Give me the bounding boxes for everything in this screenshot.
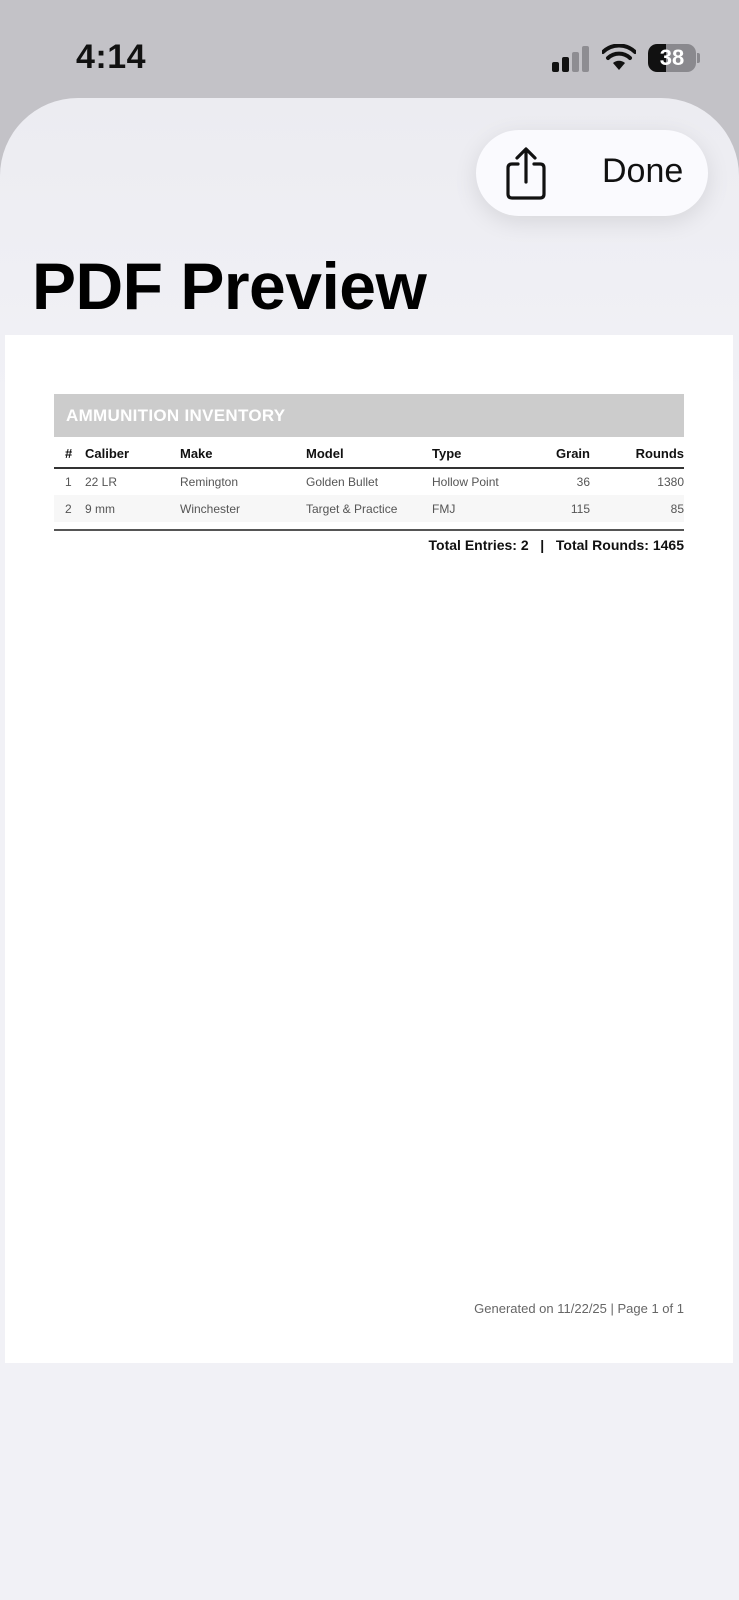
cellular-signal-icon (552, 46, 590, 72)
done-button[interactable]: Done (602, 152, 684, 190)
totals-summary: Total Entries: 2 | Total Rounds: 1465 (428, 537, 684, 553)
battery-level: 38 (659, 45, 685, 70)
inventory-table (54, 439, 684, 522)
cell-rounds: 1380 (657, 475, 684, 489)
status-bar (0, 0, 739, 100)
cell-index: 1 (65, 475, 72, 489)
page-title: PDF Preview (32, 249, 427, 323)
status-time: 4:14 (76, 38, 147, 76)
cell-model: Target & Practice (306, 495, 432, 522)
cell-caliber: 9 mm (85, 495, 180, 522)
cell-index: 2 (54, 495, 85, 522)
cell-grain: 36 (576, 475, 590, 489)
column-header-index: # (54, 439, 85, 468)
cell-caliber: 22 LR (85, 475, 118, 489)
pdf-page (5, 335, 733, 1363)
share-icon (496, 146, 556, 202)
page-footer: Generated on 11/22/25 | Page 1 of 1 (474, 1301, 684, 1316)
table-header-row (54, 439, 684, 468)
column-header-caliber: Caliber (85, 439, 180, 468)
cell-type: Hollow Point (432, 475, 499, 489)
table-row (54, 468, 684, 495)
cell-grain: 115 (532, 495, 590, 522)
table-row (54, 495, 684, 522)
share-button[interactable] (496, 146, 556, 202)
cell-model: Golden Bullet (306, 475, 379, 489)
cell-make: Remington (180, 475, 239, 489)
column-header-type: Type (432, 439, 532, 468)
table-footer-rule (54, 529, 684, 531)
cell-rounds: 85 (590, 495, 684, 522)
cell-make: Winchester (180, 495, 306, 522)
wifi-icon (602, 44, 636, 72)
cell-type: FMJ (432, 495, 532, 522)
toolbar-pill (476, 130, 708, 216)
column-header-grain: Grain (532, 439, 590, 468)
battery-icon (648, 44, 700, 72)
report-header: AMMUNITION INVENTORY (54, 394, 684, 437)
preview-sheet (0, 98, 739, 1600)
column-header-model: Model (306, 439, 432, 468)
column-header-make: Make (180, 439, 306, 468)
column-header-rounds: Rounds (590, 439, 684, 468)
